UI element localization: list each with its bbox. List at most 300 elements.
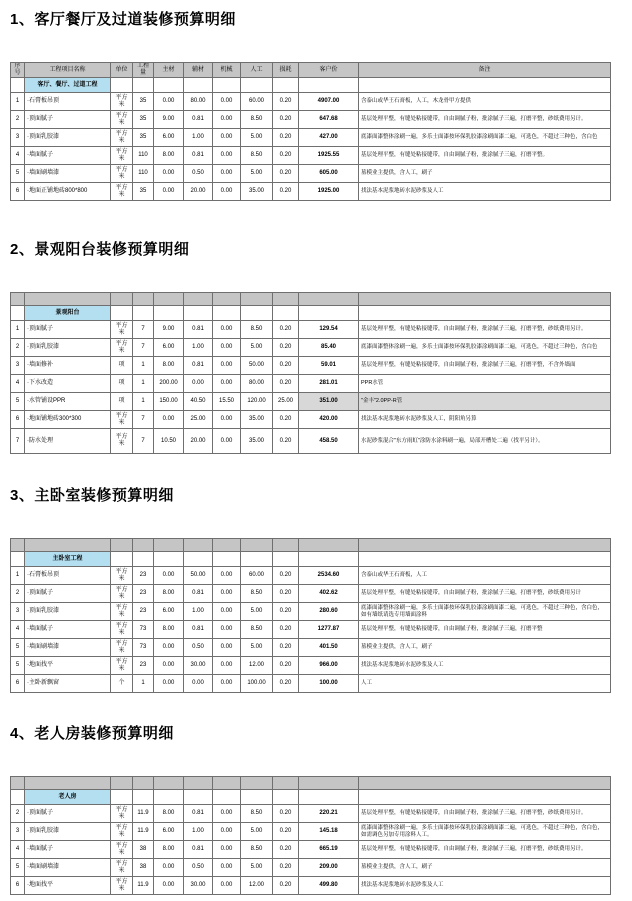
column-header-labor <box>241 293 273 306</box>
row-index: 4 <box>11 841 25 859</box>
quantity: 73 <box>133 621 154 639</box>
category-blank <box>133 552 154 567</box>
section-heading: 4、老人房装修预算明细 <box>10 725 174 742</box>
category-blank <box>133 306 154 321</box>
category-blank <box>154 306 184 321</box>
main-material: 6.00 <box>154 129 184 147</box>
client-price: 129.54 <box>299 321 359 339</box>
unit: 平方米 <box>111 183 133 201</box>
main-material: 0.00 <box>154 657 184 675</box>
machinery: 0.00 <box>213 675 241 693</box>
machinery: 0.00 <box>213 859 241 877</box>
row-index: 1 <box>11 567 25 585</box>
category-blank <box>273 78 299 93</box>
category-label: 老人房 <box>25 790 111 805</box>
column-header-unit <box>111 777 133 790</box>
row-index: 2 <box>11 111 25 129</box>
column-header-loss <box>273 777 299 790</box>
column-header-item-name <box>25 539 111 552</box>
labor: 35.00 <box>241 411 273 429</box>
quantity: 23 <box>133 567 154 585</box>
budget-table-balcony <box>10 292 611 454</box>
quantity: 35 <box>133 129 154 147</box>
machinery: 0.00 <box>213 375 241 393</box>
category-blank <box>11 306 25 321</box>
client-price: 499.80 <box>299 877 359 895</box>
category-blank <box>111 306 133 321</box>
section-heading: 3、主卧室装修预算明细 <box>10 487 174 504</box>
table-row <box>11 339 611 357</box>
loss: 0.20 <box>273 877 299 895</box>
category-blank <box>213 790 241 805</box>
column-header-row-index <box>11 293 25 306</box>
category-blank <box>133 78 154 93</box>
category-blank <box>184 306 213 321</box>
item-name: ·下水改造 <box>25 375 111 393</box>
category-blank <box>154 78 184 93</box>
loss: 0.20 <box>273 411 299 429</box>
column-header-row-index: 序号 <box>11 63 25 78</box>
item-name: ·水管铺设PPR <box>25 393 111 411</box>
category-blank <box>154 790 184 805</box>
quantity: 11.9 <box>133 823 154 841</box>
column-header-machinery <box>213 539 241 552</box>
main-material: 6.00 <box>154 823 184 841</box>
remark: 找法基本泥浆地砖水泥砂浆及人工 <box>359 183 611 201</box>
column-header-client-price <box>299 539 359 552</box>
column-header-main-material <box>154 293 184 306</box>
item-name: ·地面正铺地砖800*800 <box>25 183 111 201</box>
unit: 平方米 <box>111 805 133 823</box>
aux-material: 0.81 <box>184 147 213 165</box>
item-name: ·墙面刷墙漆 <box>25 639 111 657</box>
machinery: 15.50 <box>213 393 241 411</box>
row-index: 3 <box>11 603 25 621</box>
category-blank <box>359 78 611 93</box>
quantity: 110 <box>133 165 154 183</box>
main-material: 0.00 <box>154 567 184 585</box>
category-blank <box>273 552 299 567</box>
item-name: ·地面铺地砖300*300 <box>25 411 111 429</box>
item-name: ·顶面乳胶漆 <box>25 129 111 147</box>
main-material: 6.00 <box>154 603 184 621</box>
aux-material: 0.81 <box>184 357 213 375</box>
quantity: 7 <box>133 339 154 357</box>
main-material: 0.00 <box>154 165 184 183</box>
machinery: 0.00 <box>213 147 241 165</box>
quantity: 7 <box>133 429 154 454</box>
aux-material: 0.00 <box>184 375 213 393</box>
column-header-labor <box>241 777 273 790</box>
column-header-quantity: 工程量 <box>133 63 154 78</box>
machinery: 0.00 <box>213 823 241 841</box>
labor: 5.00 <box>241 339 273 357</box>
loss: 0.20 <box>273 657 299 675</box>
machinery: 0.00 <box>213 841 241 859</box>
column-header-labor: 人工 <box>241 63 273 78</box>
machinery: 0.00 <box>213 411 241 429</box>
aux-material: 0.81 <box>184 841 213 859</box>
column-header-unit: 单位 <box>111 63 133 78</box>
labor: 8.50 <box>241 147 273 165</box>
loss: 0.20 <box>273 129 299 147</box>
loss: 0.20 <box>273 357 299 375</box>
loss: 0.20 <box>273 375 299 393</box>
category-blank <box>241 790 273 805</box>
row-index: 2 <box>11 585 25 603</box>
quantity: 7 <box>133 321 154 339</box>
labor: 5.00 <box>241 823 273 841</box>
remark: 基层处理平整，有缝处粘接缝带，自由调腻子粉，批涂腻子三遍，打磨平整。 <box>359 147 611 165</box>
labor: 60.00 <box>241 567 273 585</box>
main-material: 9.00 <box>154 111 184 129</box>
unit: 平方米 <box>111 603 133 621</box>
unit: 平方米 <box>111 621 133 639</box>
category-row <box>11 790 611 805</box>
quantity: 1 <box>133 375 154 393</box>
row-index: 3 <box>11 357 25 375</box>
loss: 0.20 <box>273 165 299 183</box>
column-header-machinery: 机械 <box>213 63 241 78</box>
loss: 0.20 <box>273 841 299 859</box>
remark: 基层处理平整，有缝处粘接缝带，自由调腻子粉，批涂腻子三遍，打磨平整，不含外墙面 <box>359 357 611 375</box>
aux-material: 40.50 <box>184 393 213 411</box>
item-name: ·墙面腻子 <box>25 147 111 165</box>
category-blank <box>213 552 241 567</box>
loss: 0.20 <box>273 147 299 165</box>
remark: 墓模业主提供，含人工，刷子 <box>359 165 611 183</box>
main-material: 0.00 <box>154 183 184 201</box>
labor: 100.00 <box>241 675 273 693</box>
unit: 平方米 <box>111 147 133 165</box>
machinery: 0.00 <box>213 585 241 603</box>
unit: 平方米 <box>111 567 133 585</box>
aux-material: 0.50 <box>184 639 213 657</box>
row-index: 3 <box>11 823 25 841</box>
loss: 0.20 <box>273 675 299 693</box>
remark: 人工 <box>359 675 611 693</box>
client-price: 966.00 <box>299 657 359 675</box>
aux-material: 25.00 <box>184 411 213 429</box>
client-price: 4907.00 <box>299 93 359 111</box>
unit: 平方米 <box>111 859 133 877</box>
table-header-row <box>11 293 611 306</box>
table-row <box>11 111 611 129</box>
aux-material: 80.00 <box>184 93 213 111</box>
remark: 基层处理平整，有缝处粘接缝带，自由调腻子粉，批涂腻子三遍，打磨平整 <box>359 621 611 639</box>
item-name: ·顶面腻子 <box>25 321 111 339</box>
main-material: 0.00 <box>154 411 184 429</box>
column-header-client-price <box>299 293 359 306</box>
remark: 底漆面漆整体涂刷一遍，多乐士面漆按环保乳胶漆涂刷面漆二遍，可选色，不超过三种色，含白色，如需调色另加专用涂料人工。 <box>359 823 611 841</box>
labor: 5.00 <box>241 603 273 621</box>
table-header-row <box>11 63 611 78</box>
category-blank <box>11 790 25 805</box>
row-index: 2 <box>11 339 25 357</box>
unit: 平方米 <box>111 321 133 339</box>
main-material: 8.00 <box>154 357 184 375</box>
column-header-quantity <box>133 539 154 552</box>
labor: 80.00 <box>241 375 273 393</box>
column-header-remark: 备注 <box>359 63 611 78</box>
quantity: 35 <box>133 183 154 201</box>
table-row <box>11 147 611 165</box>
category-blank <box>359 790 611 805</box>
labor: 5.00 <box>241 129 273 147</box>
row-index: 1 <box>11 321 25 339</box>
category-blank <box>213 78 241 93</box>
main-material: 0.00 <box>154 859 184 877</box>
aux-material: 1.00 <box>184 823 213 841</box>
machinery: 0.00 <box>213 183 241 201</box>
machinery: 0.00 <box>213 129 241 147</box>
client-price: 401.50 <box>299 639 359 657</box>
row-index: 4 <box>11 147 25 165</box>
remark: 基层处理平整，有缝处粘接缝带，自由调腻子粉，批涂腻子三遍，打磨平整，砂纸费用另计 <box>359 585 611 603</box>
item-name: ·防水处理 <box>25 429 111 454</box>
client-price: 100.00 <box>299 675 359 693</box>
table-row <box>11 129 611 147</box>
table-header-row <box>11 777 611 790</box>
machinery: 0.00 <box>213 657 241 675</box>
client-price: 1277.87 <box>299 621 359 639</box>
unit: 平方米 <box>111 657 133 675</box>
loss: 0.20 <box>273 603 299 621</box>
row-index: 4 <box>11 375 25 393</box>
labor: 8.50 <box>241 321 273 339</box>
labor: 8.50 <box>241 805 273 823</box>
category-blank <box>273 306 299 321</box>
remark: 找法基本泥浆地砖水泥砂浆及人工 <box>359 877 611 895</box>
loss: 0.20 <box>273 621 299 639</box>
category-blank <box>299 790 359 805</box>
category-label: 景观阳台 <box>25 306 111 321</box>
column-header-item-name: 工程项目名称 <box>25 63 111 78</box>
quantity: 7 <box>133 411 154 429</box>
table-row <box>11 357 611 375</box>
item-name: ·墙面刷墙漆 <box>25 859 111 877</box>
unit: 平方米 <box>111 339 133 357</box>
table-row <box>11 393 611 411</box>
loss: 0.20 <box>273 93 299 111</box>
client-price: 647.68 <box>299 111 359 129</box>
labor: 5.00 <box>241 859 273 877</box>
main-material: 0.00 <box>154 639 184 657</box>
unit: 个 <box>111 675 133 693</box>
row-index: 6 <box>11 675 25 693</box>
item-name: ·墙面修补 <box>25 357 111 375</box>
column-header-aux-material: 辅材 <box>184 63 213 78</box>
table-row <box>11 603 611 621</box>
unit: 项 <box>111 357 133 375</box>
unit: 平方米 <box>111 93 133 111</box>
column-header-remark <box>359 777 611 790</box>
unit: 平方米 <box>111 823 133 841</box>
column-header-machinery <box>213 293 241 306</box>
remark: 底漆面漆整体涂刷一遍，多乐士面漆按环保乳胶漆涂刷面漆二遍，可选色，不超过三种色，含白色 <box>359 129 611 147</box>
item-name: ·顶面乳胶漆 <box>25 603 111 621</box>
column-header-remark <box>359 293 611 306</box>
loss: 0.20 <box>273 823 299 841</box>
table-header-row <box>11 539 611 552</box>
aux-material: 30.00 <box>184 657 213 675</box>
client-price: 1925.00 <box>299 183 359 201</box>
machinery: 0.00 <box>213 357 241 375</box>
column-header-quantity <box>133 293 154 306</box>
unit: 平方米 <box>111 877 133 895</box>
row-index: 1 <box>11 93 25 111</box>
client-price: 59.01 <box>299 357 359 375</box>
aux-material: 20.00 <box>184 429 213 454</box>
category-blank <box>184 78 213 93</box>
category-blank <box>241 78 273 93</box>
loss: 0.20 <box>273 639 299 657</box>
column-header-row-index <box>11 777 25 790</box>
remark: "金丰"2.0PP-R管 <box>359 393 611 411</box>
unit: 平方米 <box>111 585 133 603</box>
loss: 0.20 <box>273 859 299 877</box>
column-header-row-index <box>11 539 25 552</box>
remark: PPR水管 <box>359 375 611 393</box>
loss: 0.20 <box>273 429 299 454</box>
machinery: 0.00 <box>213 621 241 639</box>
category-blank <box>154 552 184 567</box>
aux-material: 0.50 <box>184 165 213 183</box>
unit: 项 <box>111 393 133 411</box>
item-name: ·顶面腻子 <box>25 585 111 603</box>
aux-material: 30.00 <box>184 877 213 895</box>
category-label: 客厅、餐厅、过道工程 <box>25 78 111 93</box>
column-header-main-material <box>154 777 184 790</box>
item-name: ·地面找平 <box>25 877 111 895</box>
item-name: ·石膏板吊顶 <box>25 93 111 111</box>
table-row <box>11 823 611 841</box>
client-price: 665.19 <box>299 841 359 859</box>
quantity: 38 <box>133 859 154 877</box>
category-blank <box>111 552 133 567</box>
loss: 0.20 <box>273 321 299 339</box>
column-header-aux-material <box>184 777 213 790</box>
remark: 含泰山或华王石膏板，人工，木龙骨甲方提供 <box>359 93 611 111</box>
column-header-main-material: 主材 <box>154 63 184 78</box>
budget-table-elder-room <box>10 776 611 895</box>
aux-material: 0.81 <box>184 321 213 339</box>
labor: 8.50 <box>241 621 273 639</box>
client-price: 402.62 <box>299 585 359 603</box>
aux-material: 1.00 <box>184 339 213 357</box>
machinery: 0.00 <box>213 111 241 129</box>
client-price: 280.60 <box>299 603 359 621</box>
aux-material: 1.00 <box>184 129 213 147</box>
row-index: 5 <box>11 859 25 877</box>
client-price: 145.18 <box>299 823 359 841</box>
category-blank <box>241 306 273 321</box>
table-row <box>11 805 611 823</box>
quantity: 1 <box>133 393 154 411</box>
loss: 0.20 <box>273 183 299 201</box>
row-index: 6 <box>11 411 25 429</box>
client-price: 1925.55 <box>299 147 359 165</box>
remark: 水泥砂浆混合"东方雨虹"涂防水涂料刷一遍，局部开槽处二遍（找平另计）。 <box>359 429 611 454</box>
item-name: ·主卧新飘窗 <box>25 675 111 693</box>
machinery: 0.00 <box>213 339 241 357</box>
client-price: 281.01 <box>299 375 359 393</box>
category-blank <box>213 306 241 321</box>
labor: 8.50 <box>241 111 273 129</box>
quantity: 35 <box>133 93 154 111</box>
budget-table-master-bedroom <box>10 538 611 693</box>
item-name: ·石膏板吊顶 <box>25 567 111 585</box>
main-material: 10.50 <box>154 429 184 454</box>
category-row <box>11 306 611 321</box>
row-index: 5 <box>11 639 25 657</box>
main-material: 8.00 <box>154 841 184 859</box>
row-index: 6 <box>11 877 25 895</box>
remark: 含泰山或华王石膏板，人工 <box>359 567 611 585</box>
machinery: 0.00 <box>213 93 241 111</box>
quantity: 110 <box>133 147 154 165</box>
column-header-item-name <box>25 777 111 790</box>
category-row <box>11 552 611 567</box>
labor: 8.50 <box>241 585 273 603</box>
item-name: ·墙面腻子 <box>25 621 111 639</box>
category-blank <box>184 552 213 567</box>
table-row <box>11 93 611 111</box>
quantity: 1 <box>133 357 154 375</box>
aux-material: 0.00 <box>184 675 213 693</box>
category-blank <box>359 306 611 321</box>
unit: 平方米 <box>111 111 133 129</box>
labor: 12.00 <box>241 657 273 675</box>
unit: 平方米 <box>111 841 133 859</box>
labor: 120.00 <box>241 393 273 411</box>
main-material: 150.00 <box>154 393 184 411</box>
labor: 60.00 <box>241 93 273 111</box>
category-blank <box>184 790 213 805</box>
column-header-machinery <box>213 777 241 790</box>
quantity: 23 <box>133 657 154 675</box>
category-blank <box>299 552 359 567</box>
aux-material: 50.00 <box>184 567 213 585</box>
row-index: 5 <box>11 165 25 183</box>
table-row <box>11 675 611 693</box>
client-price: 605.00 <box>299 165 359 183</box>
column-header-unit <box>111 293 133 306</box>
labor: 8.50 <box>241 841 273 859</box>
unit: 项 <box>111 375 133 393</box>
remark: 墓模业主提供，含人工，刷子 <box>359 639 611 657</box>
remark: 找法基本泥浆地砖水泥砂浆及人工 <box>359 657 611 675</box>
category-blank <box>273 790 299 805</box>
column-header-remark <box>359 539 611 552</box>
item-name: ·顶面乳胶漆 <box>25 823 111 841</box>
item-name: ·顶面乳胶漆 <box>25 339 111 357</box>
aux-material: 20.00 <box>184 183 213 201</box>
client-price: 209.00 <box>299 859 359 877</box>
item-name: ·顶面腻子 <box>25 805 111 823</box>
quantity: 23 <box>133 585 154 603</box>
column-header-loss: 损耗 <box>273 63 299 78</box>
category-blank <box>11 78 25 93</box>
row-index: 5 <box>11 657 25 675</box>
column-header-aux-material <box>184 293 213 306</box>
section-heading: 1、客厅餐厅及过道装修预算明细 <box>10 11 236 28</box>
remark: 基层处理平整，有缝处粘接缝带，自由调腻子粉，批涂腻子三遍，打磨平整，砂纸费用另计。 <box>359 111 611 129</box>
category-blank <box>359 552 611 567</box>
main-material: 0.00 <box>154 675 184 693</box>
labor: 5.00 <box>241 639 273 657</box>
column-header-labor <box>241 539 273 552</box>
